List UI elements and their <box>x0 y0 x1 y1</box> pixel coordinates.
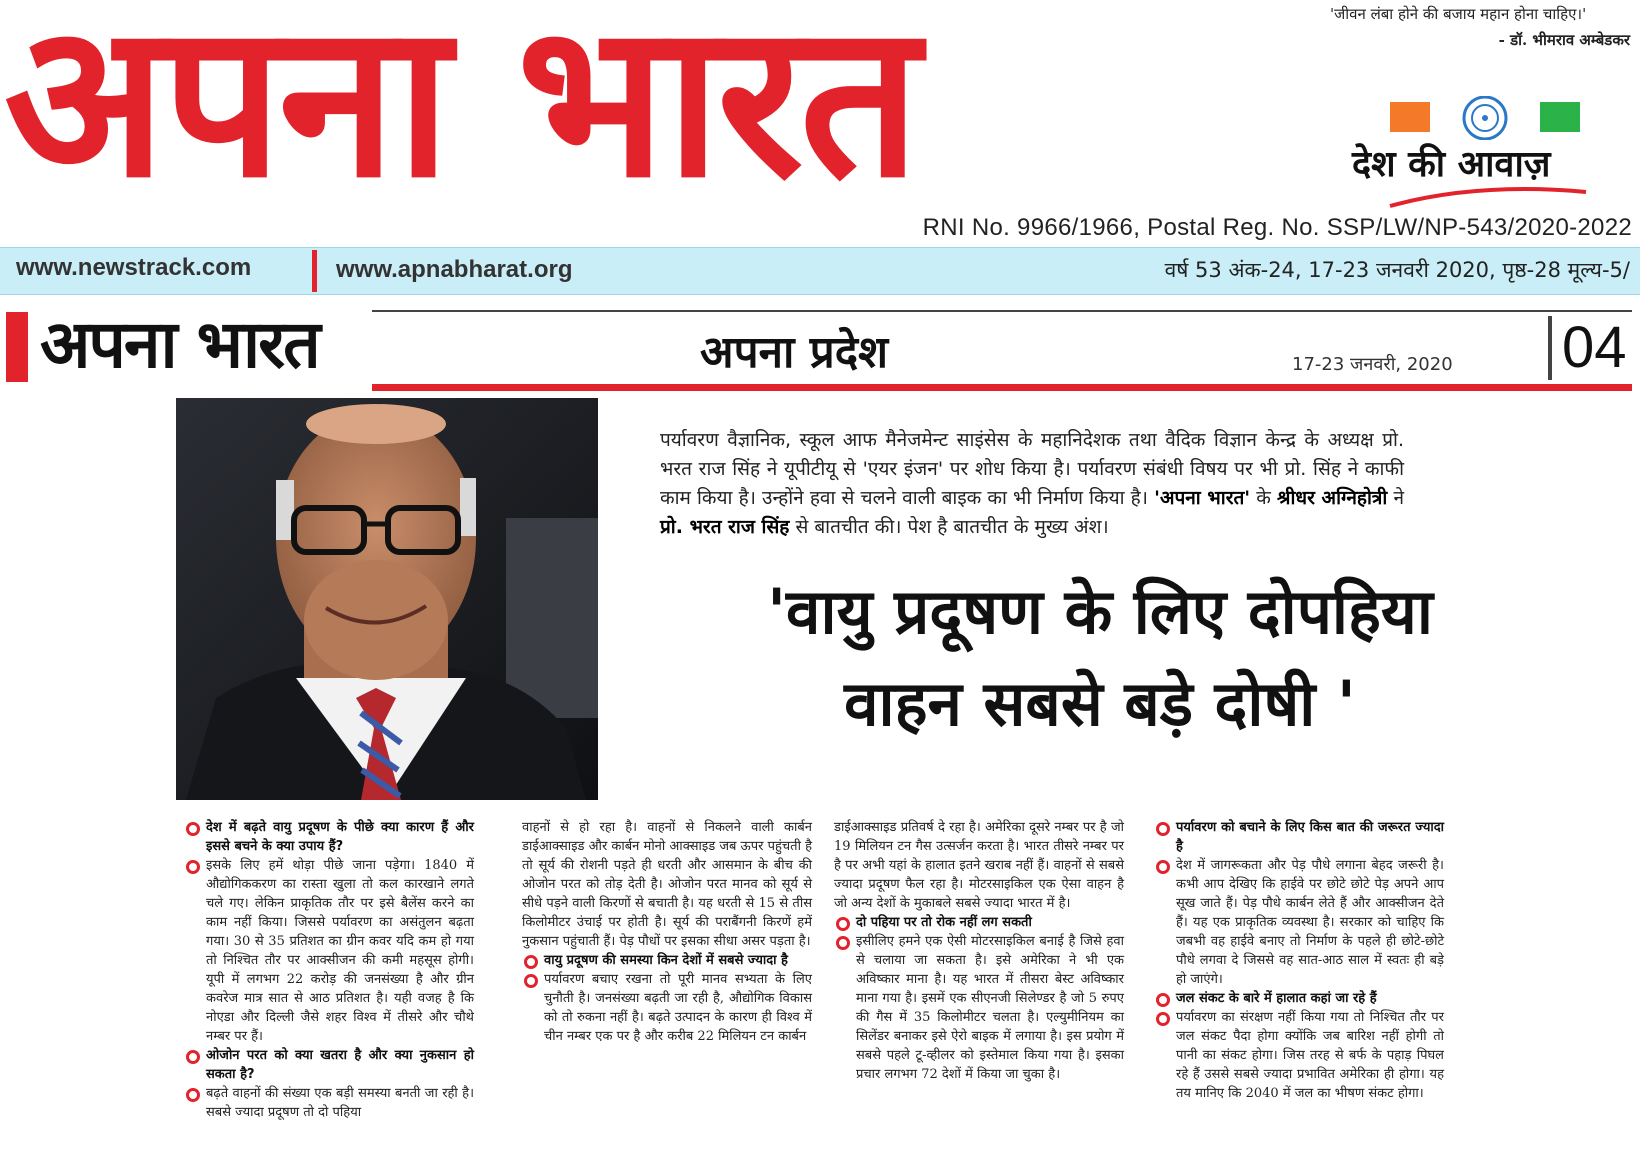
slogan-swoosh <box>1388 186 1588 208</box>
intro-publication: 'अपना भारत' <box>1154 487 1251 509</box>
section-date: 17-23 जनवरी, 2020 <box>1292 354 1453 375</box>
section-red-marker <box>6 312 28 382</box>
masthead-logo: अपना भारत <box>4 0 917 224</box>
article-column-1 <box>184 818 474 1122</box>
answer-2: बढ़ते वाहनों की संख्या एक बड़ी समस्या बनती जा रही है। सबसे ज्यादा प्रदूषण तो दो पहिया <box>184 1084 474 1122</box>
question-2: ओजोन परत को क्या खतरा है और क्या नुकसान हो सकता है? <box>184 1046 474 1084</box>
masthead-quote <box>1330 4 1630 50</box>
column-3-paragraph: डाईआक्साइड प्रतिवर्ष दे रहा है। अमेरिका दूसरे नम्बर पर है जो 19 मिलियन टन गैस उत्सर्जन करता है। भारत तीसरे नम्बर पर है पर अभी यहां के हालात इतने खराब नहीं हैं। वाहनों से सबसे ज्यादा प्रदूषण फैल रहा है। मोटरसाइकिल एक ऐसा वाहन है जो अन्य देशों के मुकाबले सबसे ज्यादा भारत में है। <box>834 820 1124 911</box>
website-apnabharat[interactable]: www.apnabharat.org <box>336 256 573 283</box>
website-newstrack[interactable]: www.newstrack.com <box>16 254 252 281</box>
answer-1: इसके लिए हमें थोड़ा पीछे जाना पड़ेगा। 1840 में औद्योगिककरण का रास्ता खुला तो कल कारखाने लगते चले गए। लेकिन प्राकृतिक तौर पर इसे बैलेंस करने का काम नहीं किया। जिससे पर्यावरण का असंतुलन बढ़ता गया। 30 से 35 प्रतिशत का ग्रीन कवर यदि कम हो गया तो निश्चित तौर पर आक्सीजन की कमी महसूस होगी। यूपी में लगभग 22 करोड़ की जनसंख्या है और ग्रीन कवरेज मात्र सात से आठ प्रतिशत है। यही वजह है कि नोएडा और दिल्ली जैसे शहर विश्व में तीसरे और चौथे नम्बर पर हैं। <box>184 856 474 1046</box>
article-column-4 <box>1154 818 1444 1103</box>
intro-reporter: श्रीधर अग्निहोत्री <box>1277 487 1388 509</box>
answer-3: पर्यावरण बचाए रखना तो पूरी मानव सभ्यता के लिए चुनौती है। जनसंख्या बढ़ती जा रही है, औद्योगिक विकास को तो रुकना नहीं है। बढ़ते उत्पादन के कारण ही विश्व में चीन नम्बर एक पर है और करीब 22 मिलियन टन कार्बन <box>522 970 812 1046</box>
quote-text: 'जीवन लंबा होने की बजाय महान होना चाहिए।' <box>1330 5 1587 23</box>
intro-text-3: ने <box>1393 487 1404 509</box>
article-headline <box>580 566 1620 750</box>
section-top-rule <box>372 310 1632 312</box>
headline-line-2: वाहन सबसे बड़े दोषी ' <box>844 667 1356 740</box>
quote-author: - डॉ. भीमराव अम्बेडकर <box>1498 31 1630 49</box>
column-2-paragraph: वाहनों से हो रहा है। वाहनों से निकलने वाली कार्बन डाईआक्साइड और कार्बन मोनो आक्साइड जब ऊपर पहुंचती है तो सूर्य की रोशनी पड़ते ही धरती और आसमान के बीच की ओजोन परत को तोड़ देती है। ओजोन परत मानव को सूर्य से सीधे पड़ने वाली किरणों से बचाती है। यह धरती से 15 से तीस किलोमीटर उंचाई पर होती है। सूर्य की पराबैंगनी किरणें हमें नुकसान पहुंचाती हैं। पेड़ पौधों पर इसका सीधा असर पड़ता है। <box>522 820 812 949</box>
intro-text-1: पर्यावरण वैज्ञानिक, स्कूल आफ मैनेजमेन्ट साइंसेस के महानिदेशक तथा वैदिक विज्ञान केन्द्र के अध्यक्ष प्रो. भरत राज सिंह ने यूपीटीयू से 'एयर इंजन' पर शोध किया है। पर्यावरण संबंधी विषय पर भी प्रो. सिंह ने काफी काम किया है। उन्होंने हवा से चलने वाली बाइक का भी निर्माण किया है। <box>660 429 1404 509</box>
article-column-2 <box>522 818 812 1046</box>
section-bottom-rule <box>372 384 1632 391</box>
question-3: वायु प्रदूषण की समस्या किन देशों में सबसे ज्यादा है <box>522 951 812 970</box>
question-1: देश में बढ़ते वायु प्रदूषण के पीछे क्या कारण हैं और इससे बचने के क्या उपाय हैं? <box>184 818 474 856</box>
info-bar-divider <box>312 250 317 292</box>
article-intro <box>660 426 1404 542</box>
tricolor-emblem-icon <box>1390 96 1580 140</box>
headline-line-1: 'वायु प्रदूषण के लिए दोपहिया <box>767 575 1433 648</box>
answer-6: पर्यावरण का संरक्षण नहीं किया गया तो निश्चित तौर पर जल संकट पैदा होगा क्योंकि जब बारिश नहीं होगी तो पानी का संकट होगा। जिस तरह से बर्फ के पहाड़ पिघल रहे हैं उससे सबसे ज्यादा प्रभावित अमेरिका ही होगा। यह तय मानिए कि 2040 में जल का भीषण संकट होगा। <box>1154 1008 1444 1103</box>
question-5: पर्यावरण को बचाने के लिए किस बात की जरूरत ज्यादा है <box>1154 818 1444 856</box>
masthead-slogan: देश की आवाज़ <box>1352 144 1551 185</box>
section-title: अपना प्रदेश <box>700 327 889 378</box>
portrait-illustration <box>176 398 598 800</box>
intro-interviewee: प्रो. भरत राज सिंह <box>660 516 790 538</box>
portrait-photo <box>176 398 598 800</box>
page-number: 04 <box>1562 315 1627 380</box>
answer-4: इसीलिए हमने एक ऐसी मोटरसाइकिल बनाई है जिसे हवा से चलाया जा सकता है। इसे अमेरिका ने भी एक अविष्कार माना है। यह भारत में तीसरा बेस्ट अविष्कार माना गया है। इसमें एक सीएनजी सिलेण्डर है जो 5 रुपए की गैस में 35 किलोमीटर चलता है। एल्युमीनियम का सिलेंडर बनाकर इसे ऐरो बाइक में लगाया है। इस प्रयोग में सबसे पहले टू-व्हीलर को इस्तेमाल किया गया है। इसका प्रचार लगभग 72 देशों में किया जा चुका है। <box>834 932 1124 1084</box>
question-4: दो पहिया पर तो रोक नहीं लग सकती <box>834 913 1124 932</box>
question-6: जल संकट के बारे में हालात कहां जा रहे हैं <box>1154 989 1444 1008</box>
answer-5: देश में जागरूकता और पेड़ पौधे लगाना बेहद जरूरी है। कभी आप देखिए कि हाईवे पर छोटे छोटे पेड़ अपने आप सूख जाते हैं। पेड़ पौधे कार्बन लेते हैं और आक्सीजन देते हैं। यह एक प्राकृतिक व्यवस्था है। सरकार को चाहिए कि जबभी वह हाईवे बनाए तो निर्माण के पहले ही छोटे-छोटे पौधे लगवा दे जिससे वह सात-आठ साल में स्वतः ही बड़े हो जाएंगे। <box>1154 856 1444 989</box>
article-column-3 <box>834 818 1124 1084</box>
page-number-divider <box>1548 316 1552 380</box>
issue-info: वर्ष 53 अंक-24, 17-23 जनवरी 2020, पृष्ठ-28 मूल्य-5/ <box>1164 258 1630 282</box>
intro-text-4: से बातचीत की। पेश है बातचीत के मुख्य अंश। <box>795 516 1109 538</box>
rni-registration: RNI No. 9966/1966, Postal Reg. No. SSP/LW/NP-543/2020-2022 <box>922 214 1632 241</box>
section-logo: अपना भारत <box>40 306 319 383</box>
intro-text-2: के <box>1256 487 1271 509</box>
